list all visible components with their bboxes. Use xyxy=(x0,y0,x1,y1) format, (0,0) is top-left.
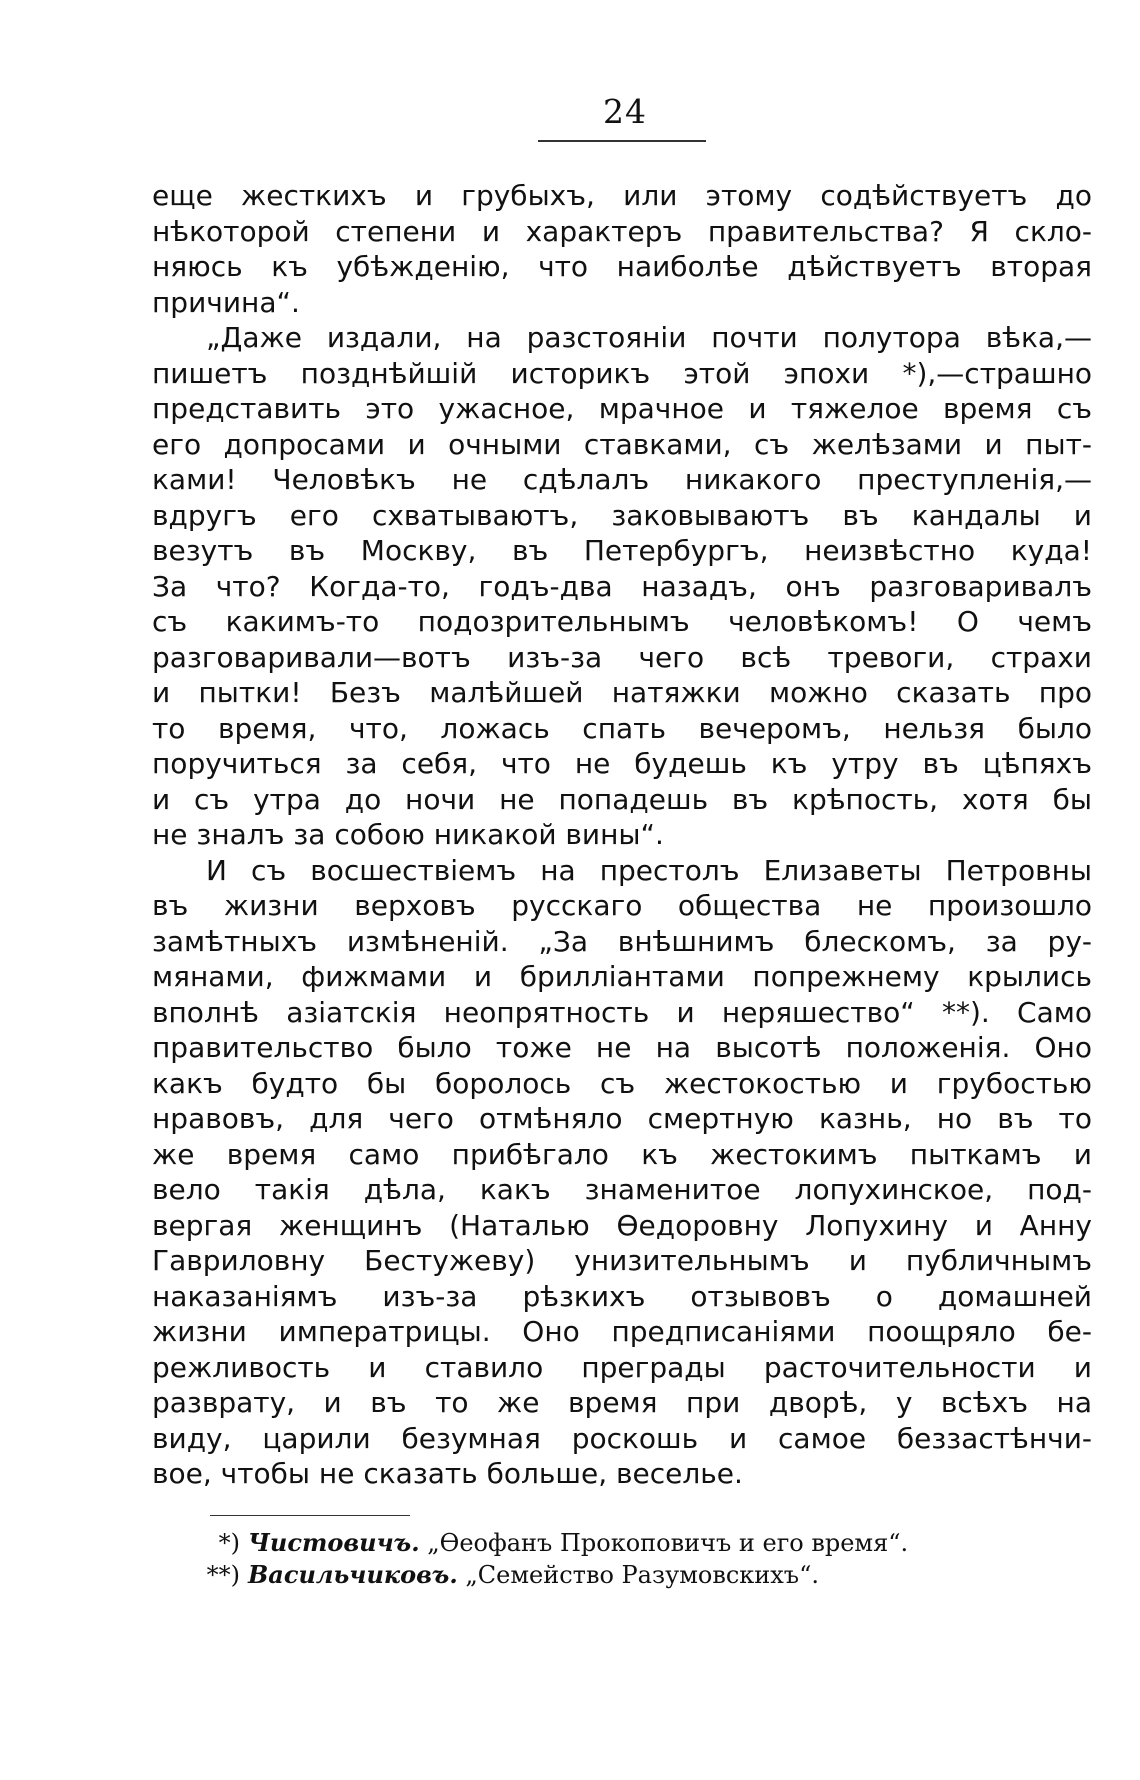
text-line: не зналъ за собою никакой вины“. xyxy=(152,818,664,851)
footnote xyxy=(192,1559,1092,1591)
text-line: какъ будто бы боролось съ жестокостью и грубостью xyxy=(152,1066,1092,1100)
page-number: 24 xyxy=(603,92,647,131)
text-line: нѣкоторой степени и характеръ правительства? Я скло- xyxy=(152,214,1092,248)
footnote-mark: **) xyxy=(206,1561,240,1589)
text-line: его допросами и очными ставками, съ желѣзами и пыт- xyxy=(152,427,1092,461)
text-line: то время, что, ложась спать вечеромъ, нельзя было xyxy=(152,711,1092,745)
text-line: пишетъ позднѣйшій историкъ этой эпохи *),—страшно xyxy=(152,356,1092,390)
text-line: жизни императрицы. Оно предписаніями поощряло бе- xyxy=(152,1315,1092,1348)
text-line: режливость и ставило преграды расточительности и xyxy=(152,1350,1092,1384)
text-line: представить это ужасное, мрачное и тяжелое время съ xyxy=(152,392,1092,425)
text-line: еще жесткихъ и грубыхъ, или этому содѣйствуетъ до xyxy=(152,179,1092,212)
text-line: Гавриловну Бестужеву) унизительнымъ и публичнымъ xyxy=(152,1244,1092,1277)
footnote-work: „Семейство Разумовскихъ“. xyxy=(465,1561,819,1589)
footnote-mark: *) xyxy=(218,1529,240,1557)
text-line: разврату, и въ то же время при дворѣ, у всѣхъ на xyxy=(152,1386,1092,1419)
text-line: вергая женщинъ (Наталью Ѳедоровну Лопухину и Анну xyxy=(152,1208,1092,1242)
text-line: вполнѣ азіатскія неопрятность и неряшество“ **). Само xyxy=(152,995,1092,1029)
text-line: „Даже издали, на разстояніи почти полутора вѣка,— xyxy=(206,321,1092,354)
text-line: замѣтныхъ измѣненій. „За внѣшнимъ блескомъ, за ру- xyxy=(152,924,1092,958)
text-line: съ какимъ-то подозрительнымъ человѣкомъ! О чемъ xyxy=(152,605,1092,638)
text-line: правительство было тоже не на высотѣ положенія. Оно xyxy=(152,1031,1092,1064)
text-line: няюсь къ убѣжденію, что наиболѣе дѣйствуетъ вторая xyxy=(152,250,1092,283)
text-line: и пытки! Безъ малѣйшей натяжки можно сказать про xyxy=(152,676,1092,709)
text-line: наказаніямъ изъ-за рѣзкихъ отзывовъ о домашней xyxy=(152,1279,1092,1313)
footnote xyxy=(192,1527,1092,1559)
text-line: нравовъ, для чего отмѣняло смертную казнь, но въ то xyxy=(152,1102,1092,1135)
footnote-author: Васильчиковъ. xyxy=(248,1560,458,1589)
footnote-rule xyxy=(210,1515,410,1516)
text-line: вое, чтобы не сказать больше, веселье. xyxy=(152,1457,743,1490)
text-line: же время само прибѣгало къ жестокимъ пыткамъ и xyxy=(152,1137,1092,1171)
text-line: За что? Когда-то, годъ-два назадъ, онъ разговаривалъ xyxy=(152,569,1092,603)
header-rule xyxy=(538,140,706,142)
footnote-author: Чистовичъ. xyxy=(248,1528,420,1557)
footnote-work: „Ѳеофанъ Прокоповичъ и его время“. xyxy=(427,1529,909,1557)
text-line: И съ восшествіемъ на престолъ Елизаветы Петровны xyxy=(206,853,1092,887)
body-text xyxy=(152,178,1092,1492)
text-line: виду, царили безумная роскошь и самое беззастѣнчи- xyxy=(152,1421,1092,1455)
text-line: поручиться за себя, что не будешь къ утру въ цѣпяхъ xyxy=(152,747,1092,780)
text-line: ками! Человѣкъ не сдѣлалъ никакого преступленія,— xyxy=(152,463,1092,496)
text-line: вело такія дѣла, какъ знаменитое лопухинское, под- xyxy=(152,1173,1092,1206)
text-line: и съ утра до ночи не попадешь въ крѣпость, хотя бы xyxy=(152,782,1092,816)
text-line: мянами, фижмами и брилліантами попрежнему крылись xyxy=(152,960,1092,993)
text-line: въ жизни верховъ русскаго общества не произошло xyxy=(152,889,1092,922)
text-line: везутъ въ Москву, въ Петербургъ, неизвѣстно куда! xyxy=(152,534,1092,567)
text-line: разговаривали—вотъ изъ-за чего всѣ тревоги, страхи xyxy=(152,640,1092,674)
footnotes xyxy=(192,1527,1092,1591)
text-line: причина“. xyxy=(152,285,300,319)
text-line: вдругъ его схватываютъ, заковываютъ въ кандалы и xyxy=(152,498,1092,532)
